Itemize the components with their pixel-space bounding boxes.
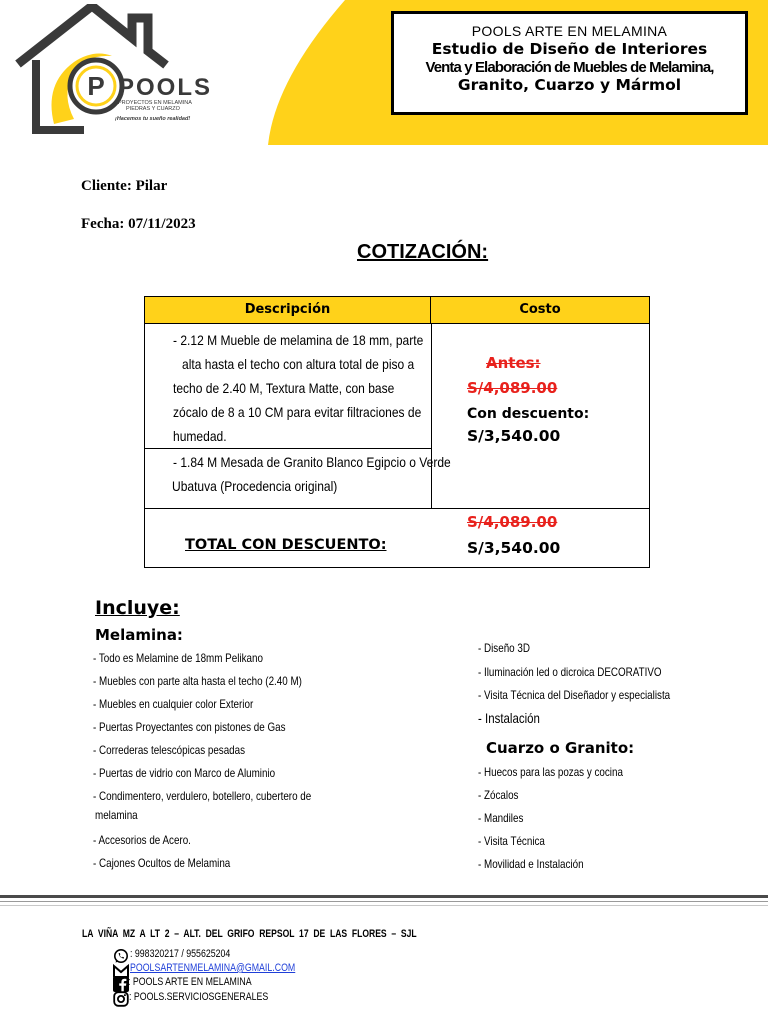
column-divider [431, 324, 432, 508]
cuarzo-heading: Cuarzo o Granito: [486, 739, 635, 757]
list-item: - Diseño 3D [478, 641, 530, 655]
company-name: POOLS ARTE EN MELAMINA [471, 23, 668, 39]
phone-numbers: : 998320217 / 955625204 [130, 948, 231, 960]
footer-rule [0, 905, 768, 906]
list-item: melamina [95, 808, 138, 822]
melamina-heading: Melamina: [95, 626, 183, 644]
company-subtitle: Estudio de Diseño de Interiores [431, 40, 708, 58]
list-item: - Zócalos [478, 788, 519, 802]
list-item: - Todo es Melamine de 18mm Pelikano [93, 651, 263, 665]
instagram-handle: : POOLS.SERVICIOSGENERALES [129, 991, 269, 1003]
logo-tagline-1: PROYECTOS EN MELAMINA [118, 100, 192, 106]
total-previous-price: S/4,089.00 [467, 513, 558, 531]
company-address: LA VIÑA MZ A LT 2 – ALT. DEL GRIFO REPSOL 17 DE LAS FLORES – SJL [82, 928, 417, 940]
facebook-icon [113, 976, 129, 992]
company-header-box [391, 11, 748, 115]
list-item: - Muebles en cualquier color Exterior [93, 697, 254, 711]
item-description-melamina: - 2.12 M Mueble de melamina de 18 mm, parte alta hasta el techo con altura total de piso a techo de 2.40 M, Textura Matte, con base zócalo de 8 a 10 CM para evitar filtraciones de humedad. [173, 332, 424, 444]
footer-rule [0, 901, 768, 902]
list-item: - Visita Técnica del Diseñador y especialista [478, 688, 671, 702]
previous-price: S/4,089.00 [467, 379, 558, 397]
col-header-cost: Costo [431, 297, 649, 324]
list-item: - Iluminación led o dicroica DECORATIVO [478, 665, 662, 679]
pools-logo [14, 4, 224, 139]
footer-rule [0, 895, 768, 898]
facebook-handle: : POOLS ARTE EN MELAMINA [128, 976, 252, 988]
previous-price-label: Antes: [486, 354, 541, 372]
discount-label: Con descuento: [467, 406, 590, 422]
list-item: - Condimentero, verdulero, botellero, cubertero de [93, 789, 312, 803]
item-description-granito: - 1.84 M Mesada de Granito Blanco Egipcio o Verde Ubatuva (Procedencia original) [172, 454, 451, 494]
list-item: - Accesorios de Acero. [93, 833, 191, 847]
logo-slogan: ¡Hacemos tu sueño realidad! [115, 116, 191, 122]
list-item: - Mandiles [478, 811, 524, 825]
includes-heading: Incluye: [95, 597, 180, 619]
list-item: - Puertas Proyectantes con pistones de Gas [93, 720, 286, 734]
page-title: COTIZACIÓN: [357, 241, 489, 263]
quote-table [144, 296, 650, 568]
list-item: - Visita Técnica [478, 834, 545, 848]
logo-brand: POOLS [118, 74, 213, 101]
quote-date: Fecha: 07/11/2023 [81, 216, 196, 232]
instagram-icon [113, 991, 129, 1007]
list-item: - Muebles con parte alta hasta el techo (2.40 M) [93, 674, 302, 688]
company-services: Venta y Elaboración de Muebles de Melamina, [425, 59, 714, 76]
list-item: - Movilidad e Instalación [478, 857, 584, 871]
row-divider [145, 448, 431, 449]
whatsapp-icon [113, 948, 129, 964]
total-row-divider [145, 508, 649, 509]
list-item: - Instalación [478, 710, 540, 726]
list-item: - Cajones Ocultos de Melamina [93, 856, 231, 870]
col-header-description: Descripción [145, 297, 431, 324]
logo-tagline-2: PIEDRAS Y CUARZO [126, 106, 180, 112]
company-materials: Granito, Cuarzo y Mármol [457, 76, 682, 94]
list-item: - Huecos para las pozas y cocina [478, 765, 623, 779]
discount-price: S/3,540.00 [467, 427, 561, 445]
total-label: TOTAL CON DESCUENTO: [185, 537, 387, 553]
list-item: - Puertas de vidrio con Marco de Aluminio [93, 766, 276, 780]
email-link[interactable]: POOLSARTENMELAMINA@GMAIL.COM [130, 962, 296, 974]
total-discount-price: S/3,540.00 [467, 539, 561, 557]
list-item: - Correderas telescópicas pesadas [93, 743, 246, 757]
client-name: Cliente: Pilar [81, 178, 168, 194]
logo-initial: P [87, 71, 105, 101]
